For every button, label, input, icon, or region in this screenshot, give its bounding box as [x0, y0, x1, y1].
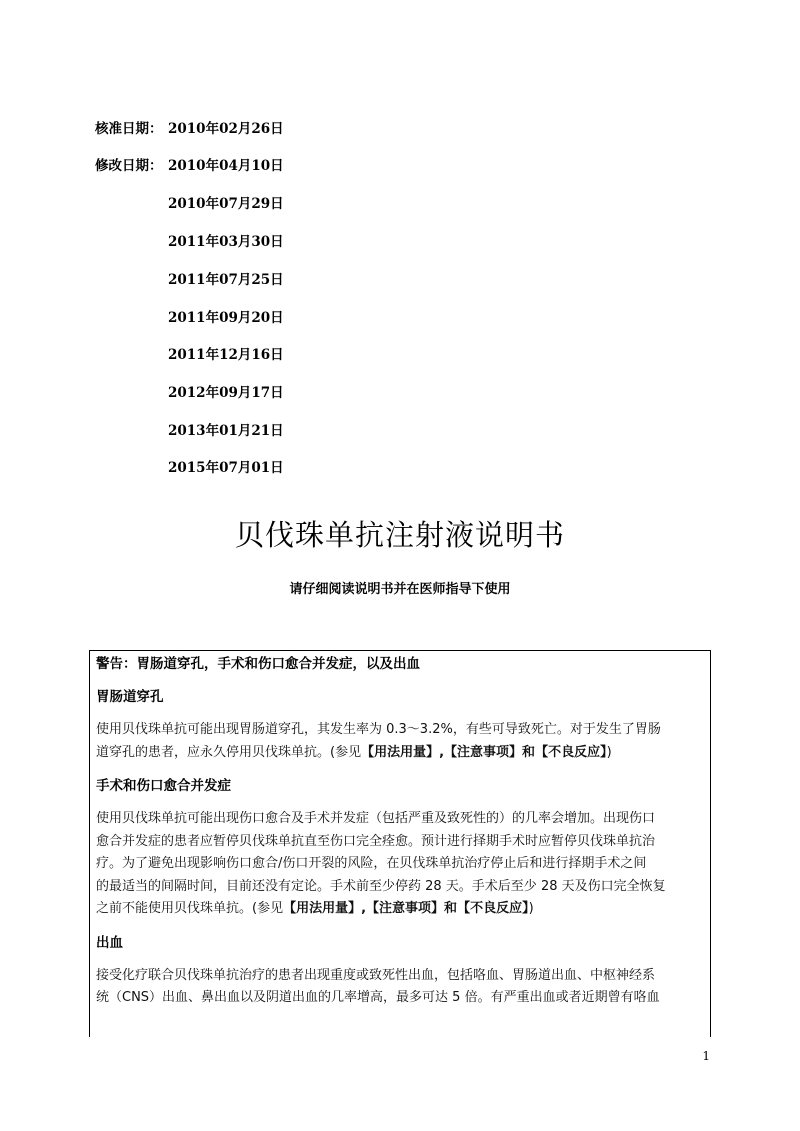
revision-date-row	[95, 269, 284, 291]
revision-date-row	[95, 420, 284, 442]
document-subtitle: 请仔细阅读说明书并在医师指导下使用	[289, 582, 511, 597]
revision-date-row	[95, 457, 284, 479]
revision-date-row	[95, 307, 284, 329]
ref-and: 和	[522, 744, 536, 760]
revision-date-value: 2010年07月29日	[168, 196, 284, 212]
revision-date-value: 2013年01月21日	[168, 423, 284, 439]
text-line: 疗。为了避免出现影响伤口愈合/伤口开裂的风险，在贝伐珠单抗治疗停止后和进行择期手术之间	[96, 856, 647, 871]
text-line: 道穿孔的患者，应永久停用贝伐珠单抗。(参见	[96, 744, 362, 760]
text-line: 统（CNS）出血、鼻出血以及阴道出血的几率增高，最多可达 5 倍。有严重出血或者近期曾有咯血	[96, 990, 660, 1005]
section-heading-gi-perforation: 胃肠道穿孔	[96, 689, 164, 705]
text-line: 的最适当的间隔时间，目前还没有定论。手术前至少停药 28 天。手术后至少 28 天及伤口完全恢复	[96, 878, 666, 894]
revision-date-row	[95, 382, 284, 404]
text-line: 使用贝伐珠单抗可能出现胃肠道穿孔，其发生率为 0.3～3.2%，有些可导致死亡。对于发生了胃肠	[96, 722, 661, 737]
ref-and: 和	[444, 901, 458, 916]
ref-precautions: 【注意事项】	[444, 744, 523, 760]
ref-precautions: 【注意事项】	[366, 901, 445, 916]
ref-adverse-reactions: 【不良反应】	[535, 744, 607, 760]
approval-date-label: 核准日期：	[95, 121, 163, 137]
revision-date-value: 2011年03月30日	[168, 234, 284, 250]
revision-date-value: 2012年09月17日	[168, 385, 284, 401]
revision-date-value: 2011年09月20日	[168, 310, 284, 326]
text-line: 愈合并发症的患者应暂停贝伐珠单抗直至伤口完全痊愈。预计进行择期手术时应暂停贝伐珠单抗治	[96, 833, 656, 849]
ref-dosage: 【用法用量】,	[283, 901, 367, 916]
ref-dosage: 【用法用量】,	[361, 744, 445, 760]
ref-adverse-reactions: 【不良反应】	[457, 901, 529, 916]
revision-date-value: 2011年07月25日	[168, 272, 284, 288]
text-line: 使用贝伐珠单抗可能出现伤口愈合及手术并发症（包括严重及致死性的）的几率会增加。出现伤口	[96, 811, 656, 826]
revision-date-row	[95, 193, 284, 215]
approval-date-value: 2010年02月26日	[168, 121, 284, 137]
document-title: 贝伐珠单抗注射液说明书	[234, 518, 565, 552]
ref-close: )	[606, 744, 612, 760]
section-heading-hemorrhage: 出血	[96, 934, 123, 951]
section-text-wound-healing	[96, 808, 704, 921]
approval-date-row	[95, 118, 284, 140]
revision-date-label: 修改日期：	[95, 158, 163, 174]
revision-date-row	[95, 344, 284, 366]
revision-date-value: 2011年12月16日	[168, 347, 284, 363]
ref-close: )	[528, 901, 534, 916]
text-line: 接受化疗联合贝伐珠单抗治疗的患者出现重度或致死性出血，包括咯血、胃肠道出血、中枢神经系	[96, 967, 656, 983]
boxed-warning	[89, 650, 711, 1037]
revision-date-value: 2010年04月10日	[168, 158, 284, 174]
revision-date-row	[95, 155, 284, 177]
section-heading-wound-healing: 手术和伤口愈合并发症	[96, 778, 231, 794]
section-text-gi-perforation	[96, 719, 704, 764]
section-text-hemorrhage	[96, 965, 704, 1010]
revision-date-row	[95, 231, 284, 253]
revision-date-value: 2015年07月01日	[168, 460, 284, 476]
page-number: 1	[702, 1049, 710, 1063]
text-line: 之前不能使用贝伐珠单抗。(参见	[96, 901, 284, 916]
warning-heading: 警告：胃肠道穿孔，手术和伤口愈合并发症，以及出血	[96, 656, 420, 672]
